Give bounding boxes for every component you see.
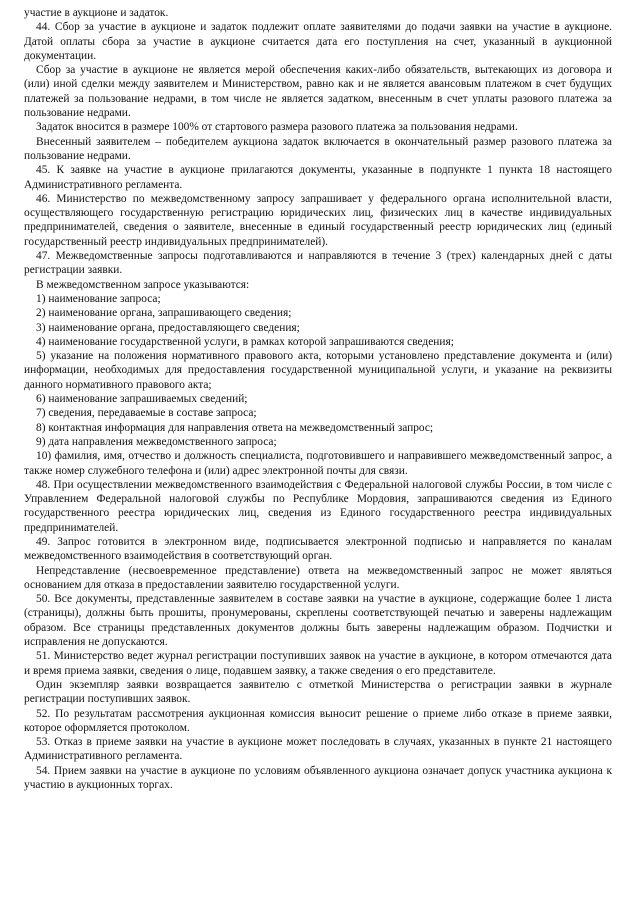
list-item-5: 5) указание на положения нормативного правового акта, которыми установлено представление документа и (или) информации, необходимых для предоставления государственной муниципальной услуги, и указание на реквизиты данного нормативного правового акта; — [24, 350, 612, 391]
list-item-4: 4) наименование государственной услуги, в рамках которой запрашиваются сведения; — [36, 335, 454, 348]
paragraph-44-fee: Сбор за участие в аукционе не является мерой обеспечения каких-либо обязательств, вытекающих из договора и (или) иной сделки между заявителем и Министерством, равно как и не является авансовым платежом в счет будущих платежей за пользование недрами, в том числе не является задатком, внесенным в счет уплаты разового платежа за пользование недрами. — [24, 64, 612, 120]
paragraph-45: 45. К заявке на участие в аукционе прилагаются документы, указанные в подпункте 1 пункта 18 настоящего Административного регламента. — [24, 164, 612, 191]
paragraph-53: 53. Отказ в приеме заявки на участие в аукционе может последовать в случаях, указанных в пункте 21 настоящего Административного регламента. — [24, 736, 612, 763]
paragraph-54: 54. Прием заявки на участие в аукционе по условиям объявленного аукциона означает допуск участника аукциона к участию в аукционных торгах. — [24, 764, 612, 792]
paragraph-50: 50. Все документы, представленные заявителем в составе заявки на участие в аукционе, содержащие более 1 листа (страницы), должны быть прошиты, пронумерованы, скреплены соответствующей печатью и заверены надлежащим образом. Все страницы представленных документов должны быть заверены надлежащим образом. Подчистки и исправления не допускаются. — [24, 593, 612, 649]
list-item-9: 9) дата направления межведомственного запроса; — [36, 435, 277, 448]
paragraph-48: 48. При осуществлении межведомственного взаимодействия с Федеральной налоговой службы России, в том числе с Управлением Федеральной налоговой службы по Республике Мордовия, запрашиваются сведения из Единого государственного реестра юридических лиц, сведения из Единого государственного реестра индивидуальных предпринимателей. — [24, 478, 612, 534]
paragraph-continuation: участие в аукционе и задаток. — [24, 7, 169, 19]
list-item-6: 6) наименование запрашиваемых сведений; — [36, 393, 248, 406]
paragraph-47-intro: В межведомственном запросе указываются: — [36, 278, 250, 291]
paragraph-44-winner: Внесенный заявителем – победителем аукциона задаток включается в окончательный размер разового платежа за пользование недрами. — [24, 135, 612, 162]
paragraph-51: 51. Министерство ведет журнал регистрации поступивших заявок на участие в аукционе, в котором отмечаются дата и время приема заявки, сведения о лице, подавшем заявку, а также сведения о его представителе. — [24, 650, 612, 677]
list-item-8: 8) контактная информация для направления ответа на межведомственный запрос; — [36, 421, 434, 434]
list-item-1: 1) наименование запроса; — [36, 292, 161, 305]
list-item-3: 3) наименование органа, предоставляющего сведения; — [36, 321, 300, 334]
list-item-7: 7) сведения, передаваемые в составе запроса; — [36, 407, 257, 420]
paragraph-46: 46. Министерство по межведомственному запросу запрашивает у федерального органа исполнительной власти, осуществляющего государственную регистрацию юридических лиц, физических лиц в качестве индивидуальных предпринимателей, сведения о заявителе, внесенные в единый государственный реестр юридических лиц (единый государственный реестр индивидуальных предпринимателей). — [24, 192, 612, 248]
paragraph-49: 49. Запрос готовится в электронном виде, подписывается электронной подписью и направляется по каналам межведомственного взаимодействия в соответствующий орган. — [24, 535, 612, 563]
paragraph-44-deposit: Задаток вносится в размере 100% от стартового размера разового платежа за пользования недрами. — [36, 121, 518, 134]
list-item-2: 2) наименование органа, запрашивающего сведения; — [36, 307, 292, 320]
paragraph-47: 47. Межведомственные запросы подготавливаются и направляются в течение 3 (трех) календарных дней с даты регистрации заявки. — [24, 250, 612, 277]
paragraph-52: 52. По результатам рассмотрения аукционная комиссия выносит решение о приеме либо отказе в приеме заявки, которое оформляется протоколом. — [24, 707, 612, 734]
document-page — [24, 6, 612, 792]
list-item-10: 10) фамилия, имя, отчество и должность специалиста, подготовившего и направившего межведомственный запрос, а также номер служебного телефона и (или) адрес электронной почты для связи. — [24, 450, 612, 477]
paragraph-44: 44. Сбор за участие в аукционе и задаток подлежит оплате заявителями до подачи заявки на участие в аукционе. Датой оплаты сбора за участие в аукционе считается дата его поступления на счет, указанный в аукционной документации. — [24, 21, 612, 62]
paragraph-49-nonsubmission: Непредставление (несвоевременное представление) ответа на межведомственный запрос не может являться основанием для отказа в предоставлении заявителю государственной услуги. — [24, 564, 612, 591]
paragraph-51-copy: Один экземпляр заявки возвращается заявителю с отметкой Министерства о регистрации заявки в журнале регистрации поступивших заявок. — [24, 678, 612, 706]
